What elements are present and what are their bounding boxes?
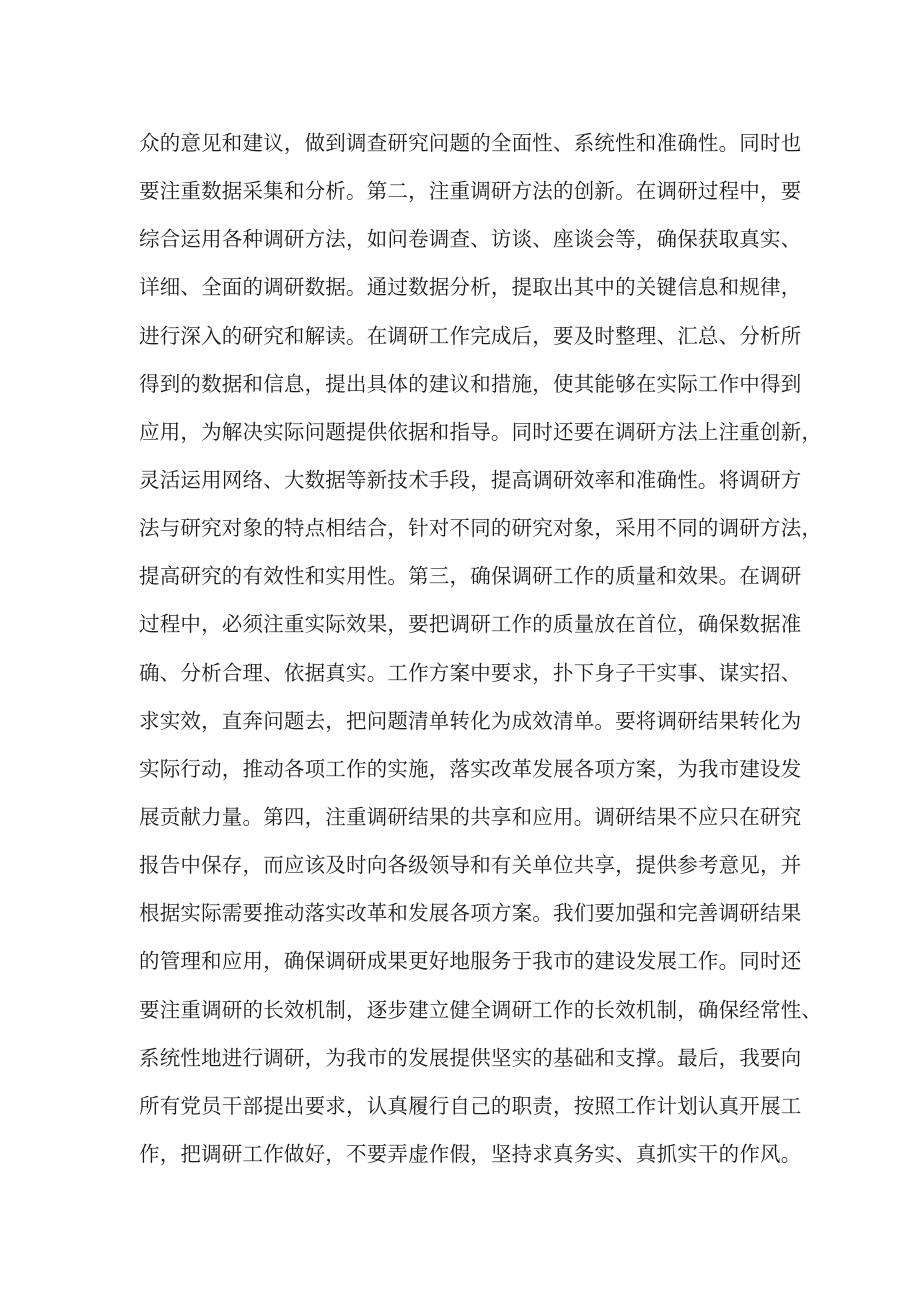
text-line: 报告中保存，而应该及时向各级领导和有关单位共享，提供参考意见，并 — [139, 853, 802, 878]
text-line: 详细、全面的调研数据。通过数据分析，提取出其中的关键信息和规律， — [139, 275, 802, 300]
text-line: 所有党员干部提出要求，认真履行自己的职责，按照工作计划认真开展工 — [139, 1093, 802, 1118]
text-line: 提高研究的有效性和实用性。第三，确保调研工作的质量和效果。在调研 — [139, 564, 802, 589]
text-line: 展贡献力量。第四，注重调研结果的共享和应用。调研结果不应只在研究 — [139, 804, 802, 829]
text-line: 要注重数据采集和分析。第二，注重调研方法的创新。在调研过程中，要 — [139, 179, 802, 204]
text-line: 要注重调研的长效机制，逐步建立健全调研工作的长效机制，确保经常性、 — [139, 997, 823, 1022]
text-line: 求实效，直奔问题去，把问题清单转化为成效清单。要将调研结果转化为 — [139, 708, 802, 733]
text-line: 得到的数据和信息，提出具体的建议和措施，使其能够在实际工作中得到 — [139, 371, 802, 396]
text-line: 的管理和应用，确保调研成果更好地服务于我市的建设发展工作。同时还 — [139, 949, 802, 974]
body-text — [139, 119, 823, 1178]
text-line: 确、分析合理、依据真实。工作方案中要求，扑下身子干实事、谋实招、 — [139, 660, 802, 685]
text-line: 实际行动，推动各项工作的实施，落实改革发展各项方案，为我市建设发 — [139, 756, 802, 781]
text-line: 灵活运用网络、大数据等新技术手段，提高调研效率和准确性。将调研方 — [139, 467, 802, 492]
text-line: 进行深入的研究和解读。在调研工作完成后，要及时整理、汇总、分析所 — [139, 323, 802, 348]
text-line: 作，把调研工作做好，不要弄虚作假，坚持求真务实、真抓实干的作风。 — [139, 1141, 802, 1166]
text-line: 系统性地进行调研，为我市的发展提供坚实的基础和支撑。最后，我要向 — [139, 1045, 802, 1070]
text-line: 法与研究对象的特点相结合，针对不同的研究对象，采用不同的调研方法， — [139, 516, 823, 541]
text-line: 过程中，必须注重实际效果，要把调研工作的质量放在首位，确保数据准 — [139, 612, 802, 637]
text-line: 众的意见和建议，做到调查研究问题的全面性、系统性和准确性。同时也 — [139, 131, 802, 155]
text-line: 综合运用各种调研方法，如问卷调查、访谈、座谈会等，确保获取真实、 — [139, 227, 802, 252]
text-line: 应用，为解决实际问题提供依据和指导。同时还要在调研方法上注重创新， — [139, 419, 823, 444]
text-line: 根据实际需要推动落实改革和发展各项方案。我们要加强和完善调研结果 — [139, 901, 802, 926]
